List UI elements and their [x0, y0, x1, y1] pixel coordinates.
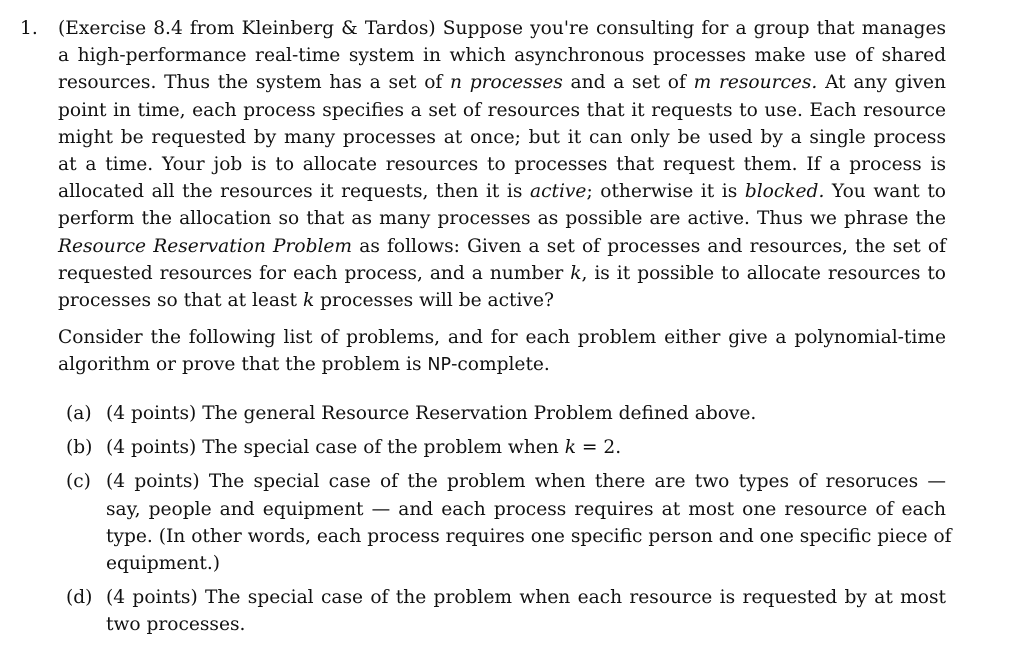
- subproblem-label: (b): [66, 437, 93, 459]
- statement-line-10: requested resources for each process, and a number k, is it possible to allocate resources to: [58, 262, 946, 284]
- subproblem-b: [66, 434, 946, 461]
- statement-line-2: a high-performance real-time system in which asynchronous processes make use of shared: [58, 45, 946, 67]
- statement-line-9: Resource Reservation Problem as follows: Given a set of processes and resources, the set of: [58, 235, 946, 257]
- subproblem-c: [66, 468, 952, 577]
- subproblem-text-line-2: two processes.: [106, 614, 246, 636]
- m-resources-term: m resources.: [693, 72, 818, 94]
- subproblem-text-line-1: (4 points) The special case of the problem when each resource is requested by at most: [106, 587, 946, 609]
- instructions-paragraph: [58, 324, 946, 379]
- n-processes-term: n processes: [450, 72, 563, 94]
- statement-line-7: allocated all the resources it requests, then it is active; otherwise it is blocked. You want to: [58, 181, 946, 203]
- subproblem-a: [66, 400, 946, 427]
- instructions-line-1: Consider the following list of problems, and for each problem either give a polynomial-time: [58, 327, 946, 348]
- subproblem-list: [66, 400, 952, 646]
- subproblem-label: (d): [66, 587, 93, 609]
- statement-line-11: processes so that at least k processes will be active?: [58, 290, 554, 312]
- k-variable: k: [302, 290, 315, 312]
- instructions-line-2: algorithm or prove that the problem is NP-complete.: [58, 354, 550, 376]
- subproblem-text-line-1: (4 points) The special case of the problem when there are two types of resoruces —: [106, 471, 946, 493]
- statement-line-6: at a time. Your job is to allocate resources to processes that request them. If a process is: [58, 154, 946, 176]
- subproblem-label: (c): [66, 471, 91, 493]
- subproblem-text: (4 points) The special case of the problem when k = 2.: [106, 437, 622, 459]
- subproblem-d: [66, 584, 946, 638]
- subproblem-label: (a): [66, 403, 92, 424]
- problem-number: 1.: [20, 18, 38, 39]
- subproblem-text: (4 points) The general Resource Reservation Problem defined above.: [106, 403, 757, 424]
- k-variable: k: [570, 262, 582, 284]
- k-variable: k: [564, 437, 576, 459]
- statement-line-5: might be requested by many processes at once; but it can only be used by a single process: [58, 126, 946, 148]
- statement-line-3: resources. Thus the system has a set of n processes and a set of m resources. At any given: [58, 72, 947, 94]
- resource-reservation-problem-term: Resource Reservation Problem: [58, 235, 353, 257]
- blocked-term: blocked.: [744, 181, 825, 203]
- subproblem-text-line-4: equipment.): [106, 553, 220, 575]
- np-term: NP: [427, 355, 452, 376]
- subproblem-text-line-2: say, people and equipment — and each process requires at most one resource of each: [106, 498, 946, 520]
- statement-line-1: (Exercise 8.4 from Kleinberg & Tardos) Suppose you're consulting for a group that manages: [58, 18, 946, 39]
- statement-line-4: point in time, each process specifies a set of resources that it requests to use. Each resource: [58, 99, 946, 121]
- active-term: active: [530, 181, 587, 203]
- statement-line-8: perform the allocation so that as many processes as possible are active. Thus we phrase the: [58, 208, 946, 230]
- problem-statement: [58, 15, 946, 314]
- subproblem-text-line-3: type. (In other words, each process requires one specific person and one specific piece of: [106, 525, 952, 547]
